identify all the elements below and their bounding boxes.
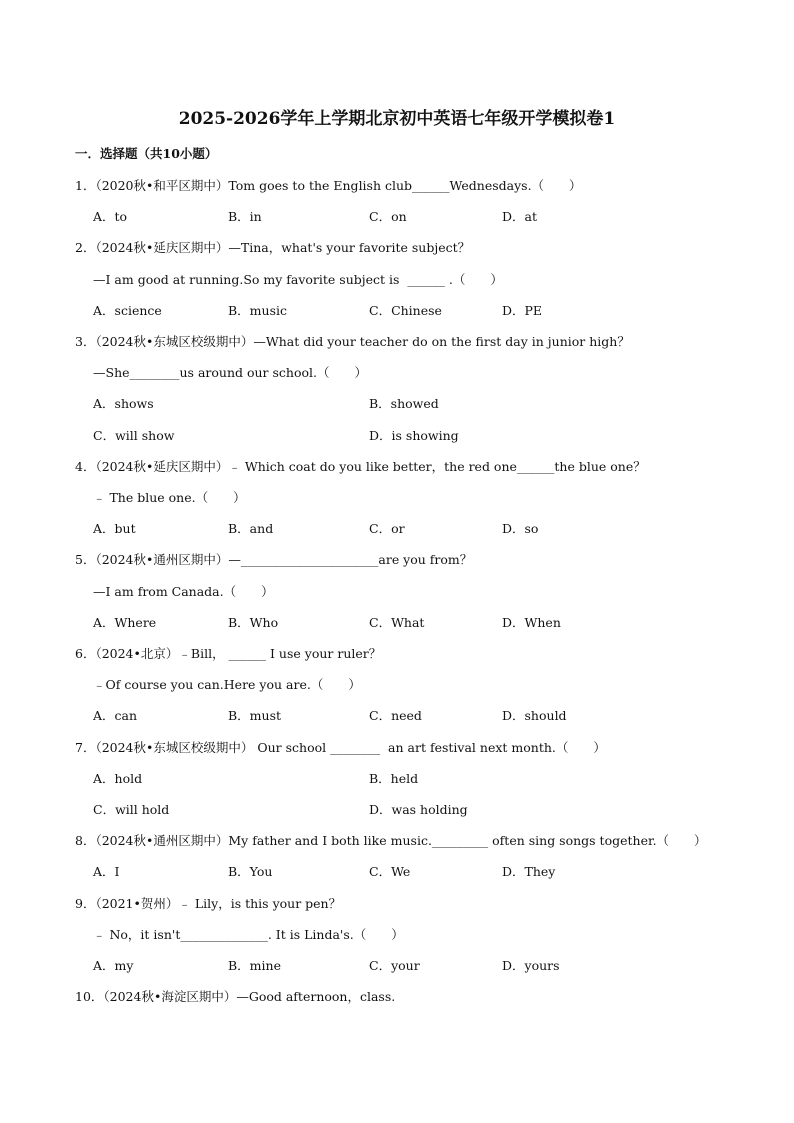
q2-option-a[interactable]: A．science (93, 303, 162, 318)
question-1-stem: 1．（2020秋•和平区期中）Tom goes to the English club______Wednesdays.（ ） (75, 178, 582, 193)
q9-option-a[interactable]: A．my (93, 958, 134, 973)
q8-option-c[interactable]: C．We (369, 864, 411, 879)
q5-option-c[interactable]: C．What (369, 615, 425, 630)
question-8-stem: 8．（2024秋•通州区期中）My father and I both like music._________ often sing songs together.（ ） (75, 833, 707, 848)
q4-option-c[interactable]: C．or (369, 521, 405, 536)
question-2-stem: 2．（2024秋•延庆区期中）—Tina，what's your favorite subject？ (75, 240, 471, 255)
question-5-stem: 5．（2024秋•通州区期中）—______________________are you from？ (75, 552, 473, 567)
q3-option-d[interactable]: D．is showing (369, 428, 459, 443)
q9-option-b[interactable]: B．mine (228, 958, 281, 973)
q7-option-b[interactable]: B．held (369, 771, 419, 786)
q1-option-c[interactable]: C．on (369, 209, 407, 224)
question-6-line2: ﹣Of course you can.Here you are.（ ） (93, 677, 361, 692)
question-5-line2: —I am from Canada.（ ） (93, 584, 274, 599)
q5-option-b[interactable]: B．Who (228, 615, 279, 630)
q9-option-c[interactable]: C．your (369, 958, 420, 973)
question-6-stem: 6．（2024•北京）﹣Bill， ______ I use your ruler？ (75, 646, 382, 661)
question-3-stem: 3．（2024秋•东城区校级期中）—What did your teacher do on the first day in junior high？ (75, 334, 630, 349)
document-title: 2025-2026学年上学期北京初中英语七年级开学模拟卷1 (178, 109, 616, 129)
question-4-stem: 4．（2024秋•延庆区期中）﹣ Which coat do you like better，the red one______the blue one？ (75, 459, 646, 474)
q5-option-d[interactable]: D．When (502, 615, 561, 630)
q1-option-b[interactable]: B．in (228, 209, 262, 224)
q4-option-b[interactable]: B．and (228, 521, 274, 536)
q5-option-a[interactable]: A．Where (93, 615, 157, 630)
q3-option-c[interactable]: C．will show (93, 428, 175, 443)
q8-option-a[interactable]: A．I (93, 864, 120, 879)
section-heading: 一．选择题（共10小题） (75, 146, 218, 161)
q6-option-c[interactable]: C．need (369, 708, 422, 723)
question-9-stem: 9．（2021•贺州）﹣ Lily，is this your pen？ (75, 896, 342, 911)
question-2-line2: —I am good at running.So my favorite subject is ______ .（ ） (93, 272, 503, 287)
question-3-line2: —She________us around our school.（ ） (93, 365, 367, 380)
q2-option-d[interactable]: D．PE (502, 303, 543, 318)
question-7-stem: 7．（2024秋•东城区校级期中） Our school ________ an art festival next month.（ ） (75, 740, 606, 755)
q4-option-a[interactable]: A．but (93, 521, 136, 536)
q7-option-d[interactable]: D．was holding (369, 802, 468, 817)
q6-option-b[interactable]: B．must (228, 708, 282, 723)
q1-option-d[interactable]: D．at (502, 209, 537, 224)
q3-option-b[interactable]: B．showed (369, 396, 439, 411)
q7-option-a[interactable]: A．hold (93, 771, 143, 786)
question-9-line2: ﹣ No，it isn't______________. It is Linda's.（ ） (93, 927, 404, 942)
q7-option-c[interactable]: C．will hold (93, 802, 170, 817)
q8-option-d[interactable]: D．They (502, 864, 556, 879)
q2-option-c[interactable]: C．Chinese (369, 303, 442, 318)
q6-option-a[interactable]: A．can (93, 708, 138, 723)
q1-option-a[interactable]: A．to (93, 209, 128, 224)
q2-option-b[interactable]: B．music (228, 303, 288, 318)
question-4-line2: ﹣ The blue one.（ ） (93, 490, 246, 505)
question-10-stem: 10．（2024秋•海淀区期中）—Good afternoon，class. (75, 989, 396, 1004)
q6-option-d[interactable]: D．should (502, 708, 567, 723)
q4-option-d[interactable]: D．so (502, 521, 539, 536)
q3-option-a[interactable]: A．shows (93, 396, 154, 411)
q8-option-b[interactable]: B．You (228, 864, 273, 879)
q9-option-d[interactable]: D．yours (502, 958, 560, 973)
